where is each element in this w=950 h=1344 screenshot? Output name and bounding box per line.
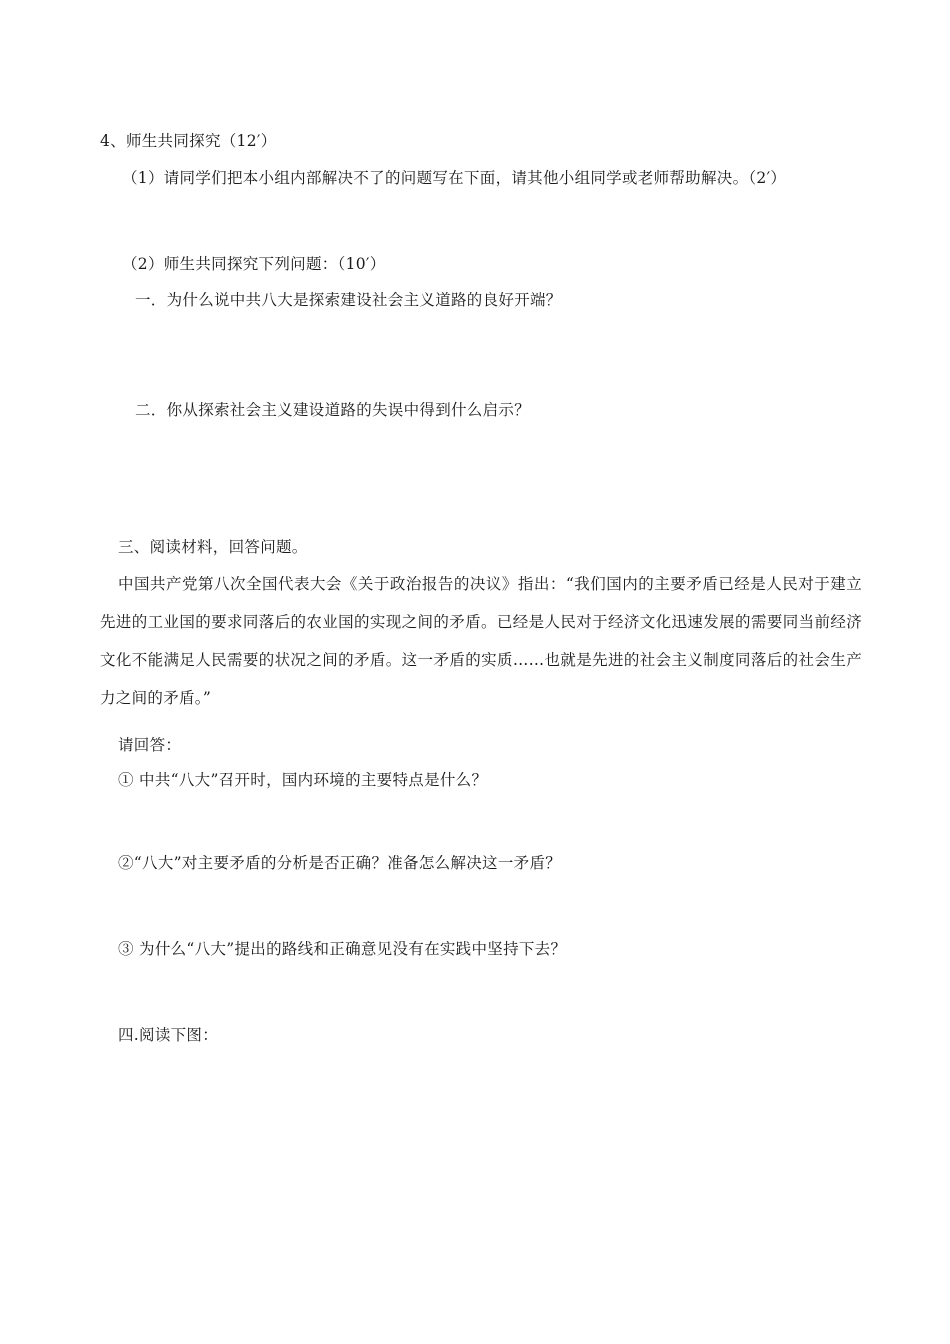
section-4-heading: 4、师生共同探究（12′） bbox=[100, 132, 277, 150]
discussion-question-2: 二．你从探索社会主义建设道路的失误中得到什么启示？ bbox=[135, 401, 531, 419]
sub-question-3: ③ 为什么“八大”提出的路线和正确意见没有在实践中坚持下去？ bbox=[118, 940, 567, 958]
question-1-instruction: （1）请同学们把本小组内部解决不了的问题写在下面，请其他小组同学或老师帮助解决。（2′） bbox=[122, 169, 787, 187]
reading-material-paragraph: 中国共产党第八次全国代表大会《关于政治报告的决议》指出：“我们国内的主要矛盾已经是人民对于建立先进的工业国的要求同落后的农业国的实现之间的矛盾。已经是人民对于经济文化迅速发展的需要同当前经济文化不能满足人民需要的状况之间的矛盾。这一矛盾的实质……也就是先进的社会主义制度同落后的社会生产力之间的矛盾。” bbox=[100, 575, 862, 707]
section-3-heading: 三、阅读材料，回答问题。 bbox=[118, 538, 308, 556]
sub-question-1: ① 中共“八大”召开时，国内环境的主要特点是什么？ bbox=[118, 771, 488, 789]
discussion-question-1: 一．为什么说中共八大是探索建设社会主义道路的良好开端？ bbox=[135, 291, 562, 309]
sub-question-2: ②“八大”对主要矛盾的分析是否正确？准备怎么解决这一矛盾？ bbox=[118, 854, 562, 872]
question-2-instruction: （2）师生共同探究下列问题：（10′） bbox=[122, 255, 386, 273]
answer-prompt: 请回答： bbox=[118, 736, 182, 754]
section-4b-heading: 四.阅读下图： bbox=[118, 1026, 219, 1044]
